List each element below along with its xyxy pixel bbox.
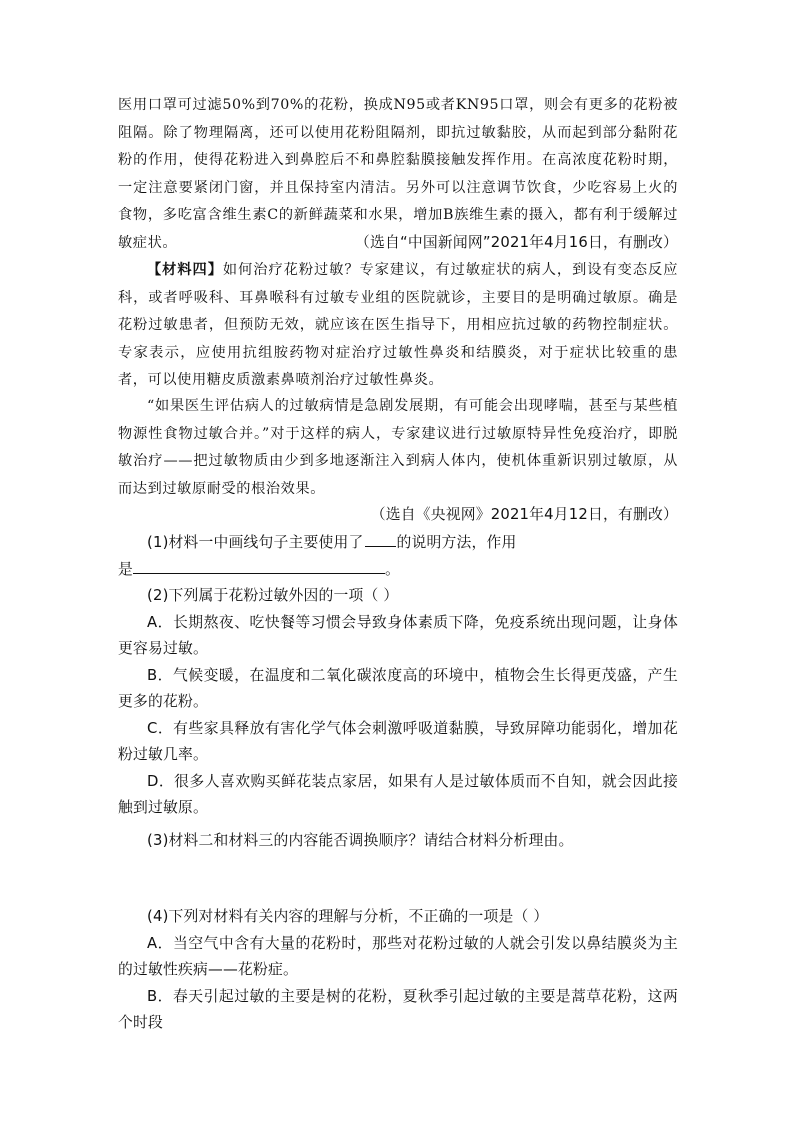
- question-2: [118, 583, 678, 822]
- material4-source-citation: （选自《央视网》2021年4月12日，有删改）: [370, 506, 678, 523]
- question-1-text-a: (1)材料一中画线句子主要使用了: [147, 534, 364, 551]
- question-1: [118, 530, 678, 583]
- material3-source-citation: （选自“中国新闻网”2021年4月16日，有删改）: [355, 234, 678, 251]
- question-2-option-d[interactable]: D．很多人喜欢购买鲜花装点家居，如果有人是过敏体质而不自知，就会因此接触到过敏原。: [118, 772, 678, 816]
- question-1-blank-effect[interactable]: [133, 559, 385, 574]
- material4-paragraph-2: “如果医生评估病人的过敏病情是急剧发展期，有可能会出现哮喘，甚至与某些植物源性食物过敏合并。”对于这样的病人，专家建议进行过敏原特异性免疫治疗，即脱敏治疗——把过敏物质由少到多地逐渐注入到病人体内，使机体重新识别过敏原，从而达到过敏原耐受的根治效果。: [118, 398, 678, 497]
- question-1-text-c: 是: [118, 560, 133, 578]
- question-1-text-b: 的说明方法，作用: [396, 534, 517, 551]
- question-4-option-a[interactable]: A．当空气中含有大量的花粉时，那些对花粉过敏的人就会引发以鼻结膜炎为主的过敏性疾病——花粉症。: [118, 934, 678, 978]
- question-2-stem: (2)下列属于花粉过敏外因的一项（ ）: [147, 587, 399, 604]
- question-4: [118, 904, 678, 1037]
- material4-paragraph-1-text: 如何治疗花粉过敏？专家建议，有过敏症状的病人，到设有变态反应科，或者呼吸科、耳鼻喉科有过敏专业组的医院就诊，主要目的是明确过敏原。确是花粉过敏患者，但预防无效，就应该在医生指导下，用相应抗过敏的药物控制症状。专家表示，应使用抗组胺药物对症治疗过敏性鼻炎和结膜炎，对于症状比较重的患者，可以使用糖皮质激素鼻喷剂治疗过敏性鼻炎。: [118, 262, 678, 388]
- material3-tail-paragraph: 医用口罩可过滤50%到70%的花粉，换成N95或者KN95口罩，则会有更多的花粉被阻隔。除了物理隔离，还可以使用花粉阻隔剂，即抗过敏黏胶，从而起到部分黏附花粉的作用，使得花粉进入到鼻腔后不和鼻腔黏膜接触发挥作用。在高浓度花粉时期，一定注意要紧闭门窗，并且保持室内清洁。另外可以注意调节饮食，少吃容易上火的食物，多吃富含维生素C的新鲜蔬菜和水果，增加B族维生素的摄入，都有利于缓解过敏症状。: [118, 97, 678, 251]
- material4-label: 【材料四】: [147, 262, 223, 278]
- question-4-stem: (4)下列对材料有关内容的理解与分析，不正确的一项是（ ）: [147, 908, 549, 925]
- question-1-blank-method[interactable]: [365, 532, 396, 547]
- question-2-option-a[interactable]: A．长期熬夜、吃快餐等习惯会导致身体素质下降，免疫系统出现问题，让身体更容易过敏。: [118, 613, 678, 657]
- question-4-option-b[interactable]: B．春天引起过敏的主要是树的花粉，夏秋季引起过敏的主要是蒿草花粉，这两个时段: [118, 987, 678, 1031]
- question-2-option-c[interactable]: C．有些家具释放有害化学气体会刺激呼吸道黏膜，导致屏障功能弱化，增加花粉过敏几率。: [118, 719, 678, 763]
- question-3-stem: (3)材料二和材料三的内容能否调换顺序？请结合材料分析理由。: [147, 832, 574, 849]
- material4-paragraph-1: [118, 257, 678, 395]
- question-2-option-b[interactable]: B．气候变暖，在温度和二氧化碳浓度高的环境中，植物会生长得更茂盛，产生更多的花粉。: [118, 666, 678, 710]
- question-1-text-d: 。: [385, 560, 400, 578]
